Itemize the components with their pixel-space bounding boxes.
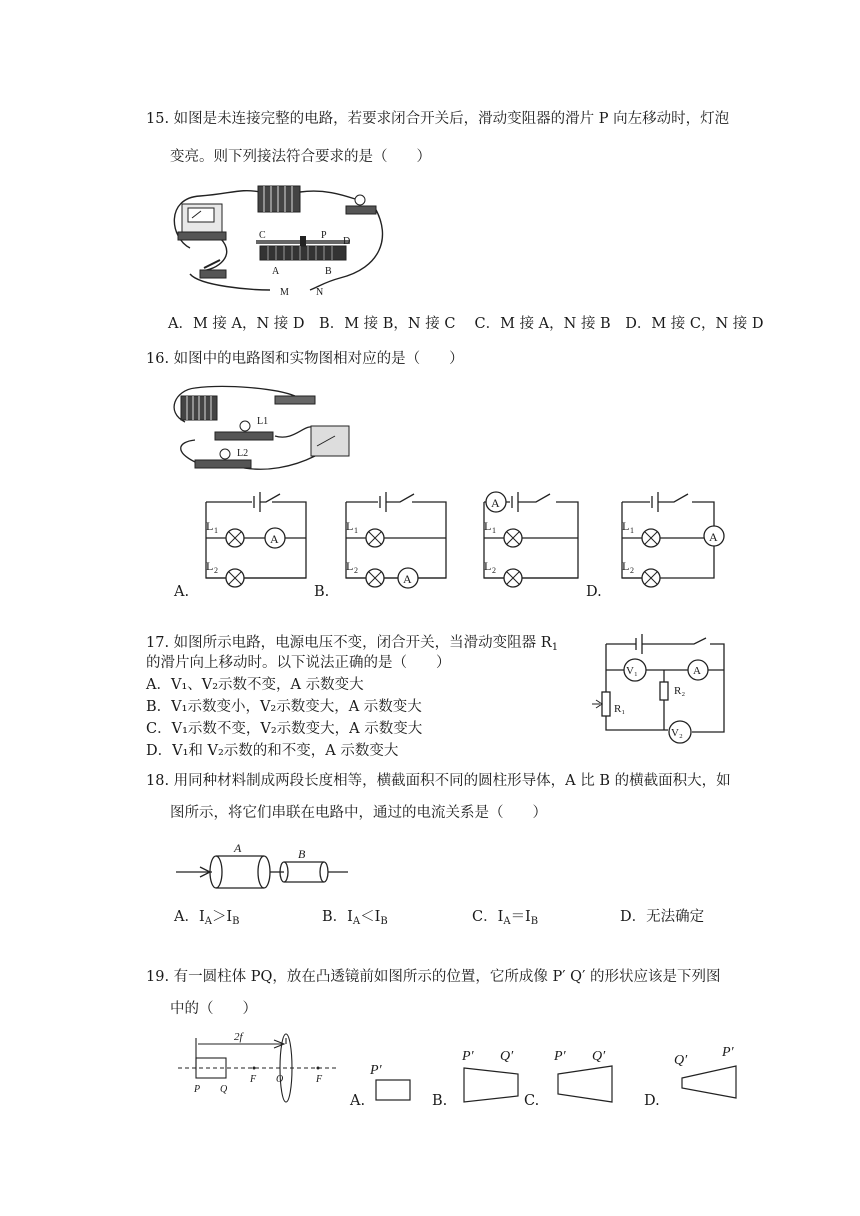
q19-label-f2: F	[316, 1074, 323, 1085]
q16-option-d: D.	[586, 584, 602, 600]
q17-label-v2: V₂	[671, 727, 683, 739]
q17-option-b: B．V₁示数变小，V₂示数变大，A 示数变大	[146, 699, 422, 715]
q19-label-2f: 2f	[234, 1031, 243, 1043]
q18-option-d: D．无法确定	[620, 909, 705, 925]
svg-text:Q′: Q′	[674, 1053, 688, 1068]
q19-label-f1: F	[250, 1074, 257, 1085]
q15-label-m: M	[280, 287, 289, 298]
q16c-l2-label: L	[484, 559, 492, 573]
q16-stem: 16. 如图中的电路图和实物图相对应的是（ ）	[146, 351, 464, 367]
q16-circuit-a	[196, 486, 316, 598]
q16-photo-label-l1: L1	[257, 416, 269, 427]
svg-text:Q′: Q′	[592, 1049, 606, 1064]
q15-label-c: C	[259, 230, 266, 241]
q16a-ammeter-label: A	[270, 532, 279, 546]
q18-stem-line1: 18. 用同种材料制成两段长度相等，横截面积不同的圆柱形导体，A 比 B 的横截面积大，如	[146, 773, 731, 789]
q19-option-a: A.	[350, 1093, 366, 1109]
q17-option-c: C．V₁示数不变，V₂示数变大，A 示数变大	[146, 721, 423, 737]
q16d-ammeter-label: A	[709, 530, 718, 544]
svg-text:2: 2	[354, 566, 358, 575]
q18-stem-line2: 图所示，将它们串联在电路中，通过的电流关系是（ ）	[170, 805, 547, 821]
q16d-l2-label: L	[622, 559, 630, 573]
svg-text:2: 2	[630, 566, 634, 575]
q19-option-c: C.	[524, 1093, 540, 1109]
q16-option-a: A.	[174, 584, 190, 600]
svg-text:P′: P′	[370, 1063, 382, 1078]
q19-option-b-image	[458, 1044, 524, 1106]
q15-label-b: B	[325, 266, 332, 277]
q19-label-o: O	[276, 1074, 284, 1085]
q16b-ammeter-label: A	[403, 572, 412, 586]
q19-label-q: Q	[220, 1084, 228, 1095]
q18-conductor-diagram	[176, 840, 356, 900]
q17-circuit-diagram	[584, 630, 744, 750]
q19-label-p: P	[194, 1084, 201, 1095]
q17-label-r1: R₁	[614, 703, 626, 715]
q16-circuit-c	[474, 486, 594, 598]
q18-option-a: A．$I_A>I_B$	[174, 909, 240, 927]
q16c-l1-label: L	[484, 519, 492, 533]
svg-text:P′: P′	[554, 1049, 566, 1064]
q19-option-b: B.	[432, 1093, 448, 1109]
q16-photo-label-l2: L2	[237, 448, 249, 459]
q18-label-a: A	[234, 841, 242, 855]
q16a-l1-label: L	[206, 519, 214, 533]
q17-stem-line2: 的滑片向上移动时。以下说法正确的是（ ）	[146, 655, 451, 671]
svg-text:2: 2	[214, 566, 218, 575]
q15-options: A．M 接 A，N 接 D B．M 接 B，N 接 C C．M 接 A，N 接 B D．M 接 C，N 接 D	[168, 316, 764, 332]
svg-text:P′: P′	[722, 1045, 734, 1060]
q15-label-a: A	[272, 266, 280, 277]
q18-option-b: B．$I_A<I_B$	[322, 909, 388, 927]
svg-text:2: 2	[492, 566, 496, 575]
q19-stem-line1: 19. 有一圆柱体 PQ，放在凸透镜前如图所示的位置，它所成像 P′ Q′ 的形状应该是下列图	[146, 969, 721, 985]
q19-option-d-image	[672, 1040, 744, 1104]
svg-text:1: 1	[354, 526, 358, 535]
q16b-l2-label: L	[346, 559, 354, 573]
q19-lens-diagram	[178, 1030, 338, 1106]
q16c-ammeter-label: A	[491, 496, 500, 510]
q17-option-a: A．V₁、V₂示数不变，A 示数变大	[146, 677, 364, 693]
q16-circuit-d	[612, 486, 736, 598]
svg-text:Q′: Q′	[500, 1049, 514, 1064]
q19-option-d: D.	[644, 1093, 660, 1109]
q16-circuit-b	[336, 486, 456, 598]
q16a-l2-label: L	[206, 559, 214, 573]
q16-option-b: B.	[314, 584, 330, 600]
svg-text:1: 1	[630, 526, 634, 535]
q18-label-b: B	[298, 847, 306, 861]
svg-text:1: 1	[214, 526, 218, 535]
q19-stem-line2: 中的（ ）	[170, 1001, 257, 1017]
q17-option-d: D．V₁和 V₂示数的和不变，A 示数变大	[146, 743, 399, 759]
q17-label-v1: V₁	[626, 665, 638, 677]
q17-label-a: A	[693, 665, 701, 677]
q16d-l1-label: L	[622, 519, 630, 533]
q16b-l1-label: L	[346, 519, 354, 533]
q18-option-c: C．$I_A=I_B$	[472, 909, 539, 927]
q15-circuit-photo	[160, 178, 400, 300]
q17-label-r2: R₂	[674, 685, 686, 697]
q16-circuit-photo	[165, 382, 365, 478]
q19-option-a-image	[368, 1058, 418, 1104]
svg-text:1: 1	[492, 526, 496, 535]
q15-stem-line2: 变亮。则下列接法符合要求的是（ ）	[170, 149, 431, 165]
q15-label-n: N	[316, 287, 324, 298]
q19-option-c-image	[552, 1044, 618, 1106]
q15-label-d: D	[343, 236, 351, 247]
svg-text:P′: P′	[462, 1049, 474, 1064]
q15-stem-line1: 15. 如图是未连接完整的电路，若要求闭合开关后，滑动变阻器的滑片 P 向左移动时，灯泡	[146, 111, 730, 127]
q17-stem-line1: 17. 如图所示电路，电源电压不变，闭合开关，当滑动变阻器 $R_1$	[146, 635, 559, 653]
q15-label-p: P	[321, 230, 327, 241]
